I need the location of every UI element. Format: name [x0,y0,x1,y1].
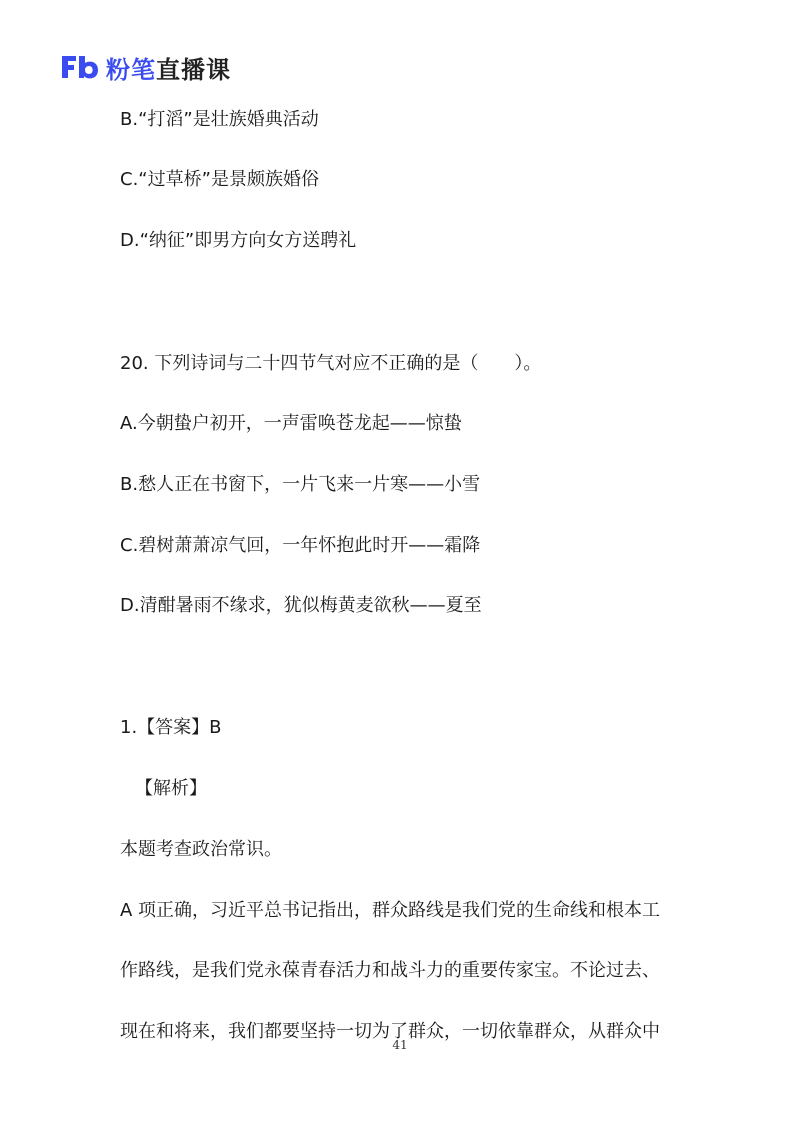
option-c-line: C.“过草桥”是景颇族婚俗 [120,169,319,190]
page-number: 41 [392,1038,408,1052]
analysis-intro: 本题考查政治常识。 [120,839,282,860]
logo-text [106,50,231,85]
analysis-paragraph-line-3: 现在和将来，我们都要坚持一切为了群众，一切依靠群众，从群众中 [120,1021,660,1042]
option-b-line: B.“打滔”是壮族婚典活动 [120,109,319,130]
question-20-text: 20. 下列诗词与二十四节气对应不正确的是（ ）。 [120,353,542,374]
answer-1-heading: 1.【答案】B [120,717,222,738]
question-20-option-c: C.碧树萧萧凉气回，一年怀抱此时开——霜降 [120,535,481,556]
logo-brand: 粉笔 [106,55,156,84]
analysis-paragraph-line-2: 作路线，是我们党永葆青春活力和战斗力的重要传家宝。不论过去、 [120,960,660,981]
question-20-option-b: B.愁人正在书窗下，一片飞来一片寒——小雪 [120,474,481,495]
question-20-option-a: A.今朝蛰户初开，一声雷唤苍龙起——惊蛰 [120,413,462,434]
fenbi-logo [58,50,231,84]
fb-logo-icon [58,52,100,82]
option-d-line: D.“纳征”即男方向女方送聘礼 [120,230,357,251]
question-20-option-d: D.清酣暑雨不缘求，犹似梅黄麦欲秋——夏至 [120,595,482,616]
analysis-heading: 【解析】 [135,778,207,799]
logo-suffix: 直播课 [156,55,231,84]
analysis-paragraph-line-1: A 项正确，习近平总书记指出，群众路线是我们党的生命线和根本工 [120,900,661,921]
